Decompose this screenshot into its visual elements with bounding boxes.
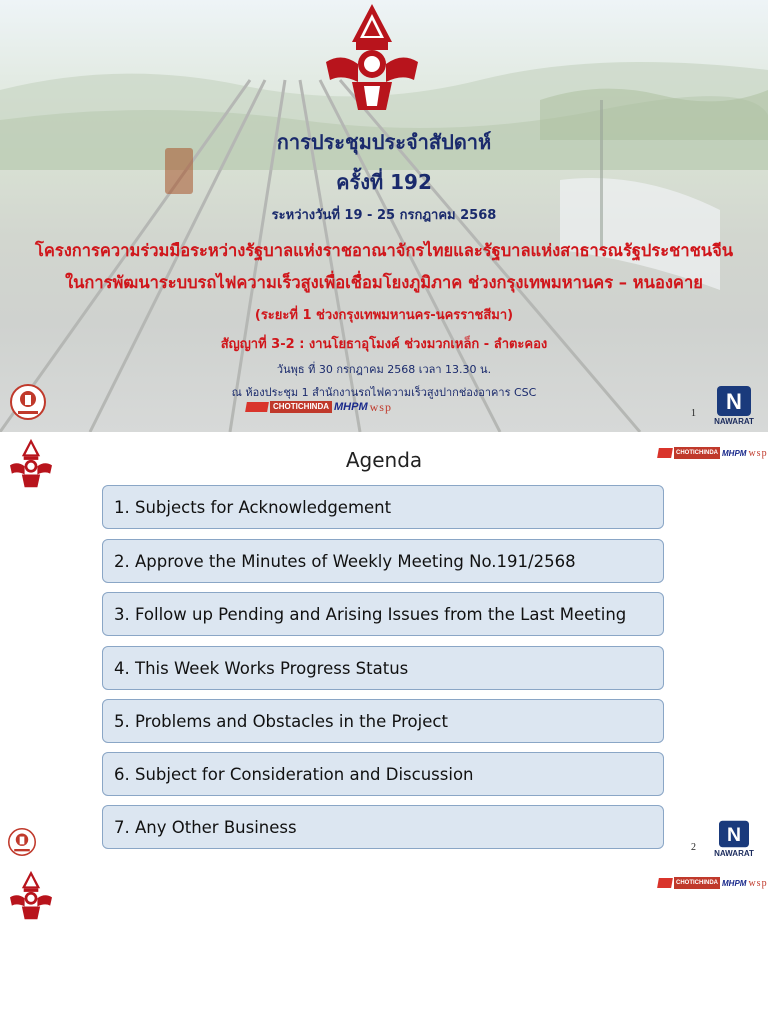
crcc-logo [8, 828, 36, 856]
agenda-item: 7. Any Other Business [102, 805, 664, 849]
agenda-heading: Agenda [345, 448, 423, 472]
meeting-title: การประชุมประจำสัปดาห์ [276, 130, 492, 154]
wsp-logo: wsp [748, 877, 768, 889]
agenda-item: 2. Approve the Minutes of Weekly Meeting No.191/2568 [102, 539, 664, 583]
srt-emblem-logo [6, 870, 56, 922]
agenda-slide [0, 432, 768, 864]
slide-number: 1 [691, 408, 696, 419]
srt-emblem-logo [322, 2, 422, 116]
consortium-red-mark [657, 878, 673, 888]
mhpm-logo: MHPM [334, 401, 368, 413]
meeting-date-time: วันพุธ ที่ 30 กรกฎาคม 2568 เวลา 13.30 น. [276, 363, 492, 376]
chotichinda-logo: CHOTICHINDA [270, 401, 332, 413]
chotichinda-logo: CHOTICHINDA [674, 877, 720, 889]
consortium-red-mark [245, 402, 269, 412]
project-name-line1: โครงการความร่วมมือระหว่างรัฐบาลแห่งราชอาณาจักรไทยและรัฐบาลแห่งสาธารณรัฐประชาชนจีน [34, 241, 734, 260]
agenda-item: 4. This Week Works Progress Status [102, 646, 664, 690]
agenda-item: 3. Follow up Pending and Arising Issues from the Last Meeting [102, 592, 664, 636]
agenda-item: 1. Subjects for Acknowledgement [102, 485, 664, 529]
meeting-number: ครั้งที่ 192 [336, 170, 432, 194]
project-phase: (ระยะที่ 1 ช่วงกรุงเทพมหานคร-นครราชสีมา) [254, 308, 514, 323]
mhpm-logo: MHPM [722, 448, 747, 458]
consortium-logos [246, 400, 392, 414]
chotichinda-logo: CHOTICHINDA [674, 447, 720, 459]
nawarat-n-icon [719, 820, 749, 848]
project-name-line2: ในการพัฒนาระบบรถไฟความเร็วสูงเพื่อเชื่อมโยงภูมิภาค ช่วงกรุงเทพมหานคร – หนองคาย [65, 273, 703, 292]
agenda-item: 6. Subject for Consideration and Discussion [102, 752, 664, 796]
meeting-venue: ณ ห้องประชุม 1 สำนักงานรถไฟความเร็วสูงปากช่องอาคาร CSC [231, 386, 537, 399]
next-slide [0, 864, 768, 1024]
nawarat-logo: N NAWARAT [710, 820, 758, 864]
nawarat-n-icon [717, 386, 751, 416]
agenda-item: 5. Problems and Obstacles in the Project [102, 699, 664, 743]
mhpm-logo: MHPM [722, 878, 747, 888]
consortium-logos [658, 876, 768, 890]
nawarat-logo: N NAWARAT [710, 386, 758, 430]
svg-text:N: N [726, 389, 742, 414]
crcc-logo [10, 384, 46, 420]
contract-name: สัญญาที่ 3-2 : งานโยธาอุโมงค์ ช่วงมวกเหล็ก - ลำตะคอง [220, 337, 548, 352]
slide-number: 2 [691, 842, 696, 853]
wsp-logo: wsp [369, 399, 392, 414]
wsp-logo: wsp [748, 447, 768, 459]
svg-text:N: N [726, 824, 742, 847]
title-slide [0, 0, 768, 432]
meeting-period: ระหว่างวันที่ 19 - 25 กรกฎาคม 2568 [271, 208, 497, 223]
